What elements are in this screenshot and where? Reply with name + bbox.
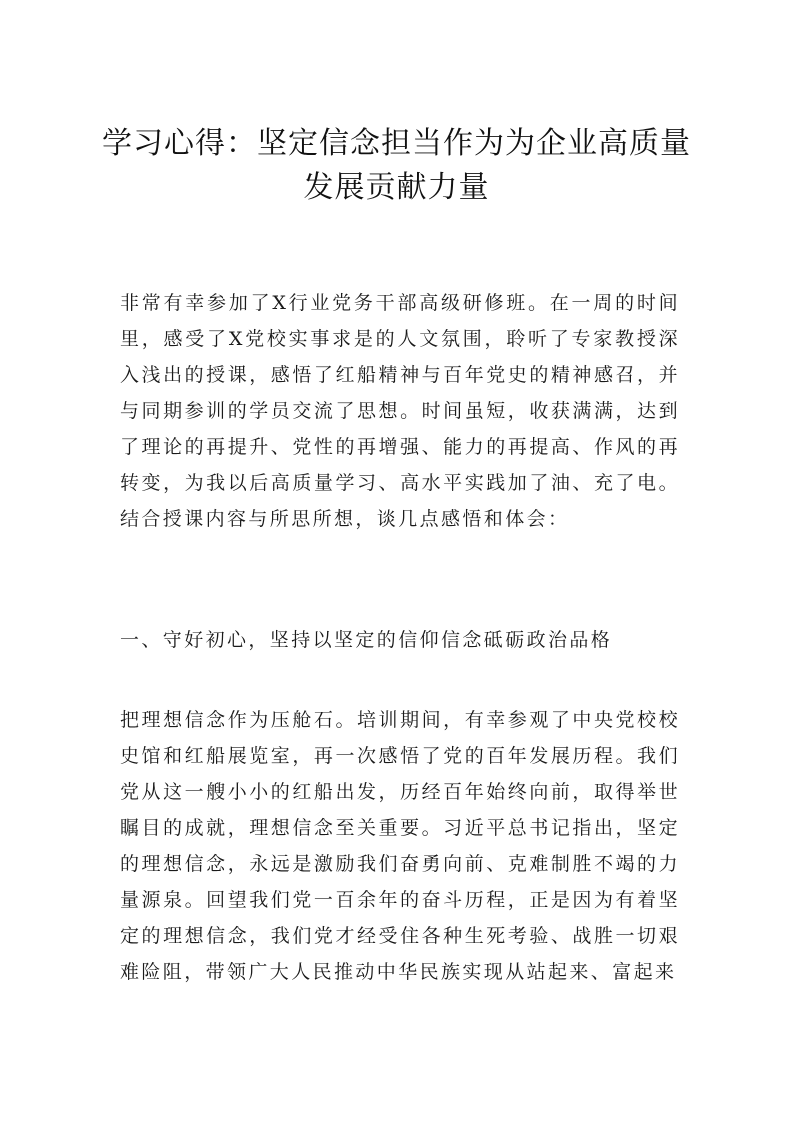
body-paragraph-1: 把理想信念作为压舱石。培训期间，有幸参观了中央党校校史馆和红船展览室，再一次感悟了党的百年发展历程。我们党从这一艘小小的红船出发，历经百年始终向前，取得举世瞩目的成就，理想信念至关重要。习近平总书记指出，坚定的理想信念，永远是激励我们奋勇向前、克难制胜不竭的力量源泉。回望我们党一百余年的奋斗历程，正是因为有着坚定的理想信念，我们党才经受住各种生死考验、战胜一切艰难险阻，带领广大人民推动中华民族实现从站起来、富起来 xyxy=(120,709,680,983)
document-title-line-1: 学习心得：坚定信念担当作为为企业高质量 xyxy=(102,126,691,161)
section-heading-1: 一、守好初心，坚持以坚定的信仰信念砥砺政治品格 xyxy=(120,629,613,651)
document-title-line-2: 发展贡献力量 xyxy=(303,170,490,205)
intro-paragraph: 非常有幸参加了X行业党务干部高级研修班。在一周的时间里，感受了X党校实事求是的人文氛围，聆听了专家教授深入浅出的授课，感悟了红船精神与百年党史的精神感召，并与同期参训的学员交流了思想。时间虽短，收获满满，达到了理论的再提升、党性的再增强、能力的再提高、作风的再转变，为我以后高质量学习、高水平实践加了油、充了电。结合授课内容与所思所想，谈几点感悟和体会： xyxy=(120,292,680,530)
